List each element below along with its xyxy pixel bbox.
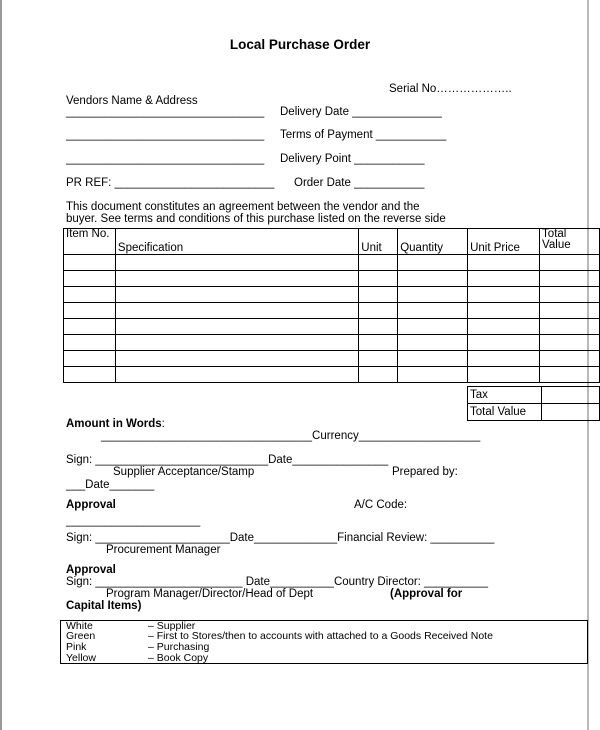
supplier-date-line: ___Date_______ (66, 479, 155, 491)
cell-total-value[interactable] (540, 303, 600, 319)
cell-unit[interactable] (359, 335, 398, 351)
cell-quantity[interactable] (398, 367, 468, 383)
cell-total-value[interactable] (540, 335, 600, 351)
legend-desc: – Book Copy (148, 652, 209, 664)
cell-unit-price[interactable] (468, 287, 540, 303)
legend-color: Yellow (66, 652, 96, 664)
cell-unit-price[interactable] (468, 335, 540, 351)
capital-items-label: Capital Items) (66, 600, 142, 612)
amount-in-words-label: Amount in Words (66, 418, 162, 430)
legend-desc: – Supplier (148, 620, 196, 632)
cell-item-no[interactable] (64, 271, 116, 287)
cell-item-no[interactable] (64, 367, 116, 383)
cell-unit-price[interactable] (468, 255, 540, 271)
cell-specification[interactable] (115, 287, 358, 303)
supplier-acceptance-label: Supplier Acceptance/Stamp (113, 466, 255, 478)
director-sign-line: Sign: _______________________ Date__________Country Director: __________ (66, 576, 489, 588)
cell-item-no[interactable] (64, 319, 116, 335)
header-quantity: Quantity (398, 229, 468, 255)
approval-for-label: (Approval for (390, 588, 463, 600)
delivery-point-field: Delivery Point ___________ (280, 153, 425, 165)
legend-desc: – First to Stores/then to accounts with attached to a Goods Received Note (148, 630, 493, 642)
agreement-line-2: buyer. See terms and conditions of this purchase listed on the reverse side (66, 213, 446, 225)
cell-total-value[interactable] (540, 271, 600, 287)
cell-unit[interactable] (359, 351, 398, 367)
cell-quantity[interactable] (398, 287, 468, 303)
page-title: Local Purchase Order (229, 37, 371, 52)
terms-of-payment-field: Terms of Payment ___________ (280, 129, 447, 141)
serial-number: Serial No……………….. (389, 83, 512, 95)
header-specification: Specification (115, 229, 358, 255)
page-border-left (0, 0, 2, 730)
approval-heading-1: Approval (66, 499, 116, 511)
cell-unit-price[interactable] (468, 271, 540, 287)
cell-unit-price[interactable] (468, 303, 540, 319)
cell-quantity[interactable] (398, 271, 468, 287)
cell-specification[interactable] (115, 271, 358, 287)
table-row (64, 287, 600, 303)
cell-unit[interactable] (359, 271, 398, 287)
cell-specification[interactable] (115, 367, 358, 383)
tax-value-cell[interactable] (541, 387, 599, 404)
cell-quantity[interactable] (398, 335, 468, 351)
cell-total-value[interactable] (540, 287, 600, 303)
header-unit: Unit (359, 229, 398, 255)
header-item-no: Item No. (64, 229, 116, 255)
tax-label: Tax (468, 387, 542, 404)
table-row (64, 271, 600, 287)
cell-total-value[interactable] (540, 351, 600, 367)
procurement-sign-line: Sign: _____________________Date_____________Financial Review: __________ (66, 532, 495, 544)
approval-blank-line: _____________________ (66, 515, 201, 527)
totals-table (467, 386, 600, 421)
cell-item-no[interactable] (64, 351, 116, 367)
cell-unit[interactable] (359, 367, 398, 383)
cell-unit[interactable] (359, 319, 398, 335)
cell-unit-price[interactable] (468, 319, 540, 335)
delivery-date-field: Delivery Date ______________ (280, 106, 442, 118)
items-table-body (64, 255, 600, 383)
copy-distribution-legend (60, 620, 588, 664)
table-row (64, 367, 600, 383)
approval-heading-2: Approval (66, 564, 116, 576)
cell-unit[interactable] (359, 287, 398, 303)
cell-unit-price[interactable] (468, 367, 540, 383)
table-row (64, 335, 600, 351)
header-unit-price: Unit Price (468, 229, 540, 255)
legend-color: Pink (66, 641, 87, 653)
legend-color: White (66, 620, 93, 632)
cell-total-value[interactable] (540, 319, 600, 335)
cell-specification[interactable] (115, 351, 358, 367)
table-row (64, 303, 600, 319)
cell-quantity[interactable] (398, 319, 468, 335)
total-value-cell[interactable] (541, 404, 599, 421)
legend-color: Green (66, 630, 96, 642)
cell-unit[interactable] (359, 303, 398, 319)
prepared-by-label: Prepared by: (392, 466, 458, 478)
vendor-line-1: _______________________________ (66, 106, 265, 118)
order-date-field: Order Date ___________ (294, 177, 425, 189)
amount-in-words-colon: : (161, 418, 165, 430)
table-row (64, 351, 600, 367)
table-row (64, 319, 600, 335)
pr-ref-field: PR REF: _________________________ (66, 177, 275, 189)
cell-total-value[interactable] (540, 367, 600, 383)
cell-specification[interactable] (115, 335, 358, 351)
cell-item-no[interactable] (64, 287, 116, 303)
cell-item-no[interactable] (64, 335, 116, 351)
cell-specification[interactable] (115, 255, 358, 271)
total-value-label: Total Value (468, 404, 542, 421)
cell-item-no[interactable] (64, 303, 116, 319)
items-table (63, 228, 600, 383)
cell-unit-price[interactable] (468, 351, 540, 367)
cell-unit[interactable] (359, 255, 398, 271)
cell-specification[interactable] (115, 319, 358, 335)
supplier-sign-line: Sign: ___________________________Date_______________ (66, 454, 389, 466)
currency-line: _________________________________Currency___________________ (101, 430, 481, 442)
cell-quantity[interactable] (398, 351, 468, 367)
program-manager-label: Program Manager/Director/Head of Dept (106, 588, 314, 600)
agreement-line-1: This document constitutes an agreement between the vendor and the (66, 201, 420, 213)
vendor-line-3: _______________________________ (66, 153, 265, 165)
cell-quantity[interactable] (398, 303, 468, 319)
procurement-manager-label: Procurement Manager (106, 544, 221, 556)
table-row (64, 255, 600, 271)
vendor-line-2: _______________________________ (66, 129, 265, 141)
items-table-header (64, 229, 600, 255)
header-total-value: Total Value (540, 229, 600, 255)
cell-specification[interactable] (115, 303, 358, 319)
legend-desc: – Purchasing (148, 641, 210, 653)
cell-total-value[interactable] (540, 255, 600, 271)
vendor-heading: Vendors Name & Address (66, 95, 198, 107)
cell-item-no[interactable] (64, 255, 116, 271)
cell-quantity[interactable] (398, 255, 468, 271)
ac-code-label: A/C Code: (354, 499, 408, 511)
